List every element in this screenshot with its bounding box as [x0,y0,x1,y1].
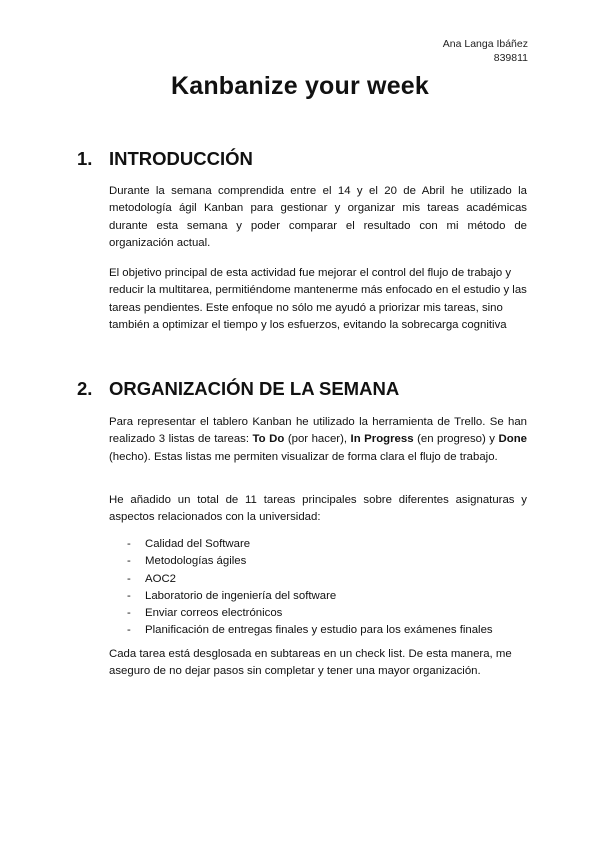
intro-paragraph-1: Durante la semana comprendida entre el 14 y el 20 de Abril he utilizado la metodología ágil Kanban para gestionar y organizar mis tareas académicas durante esta semana y poder comparar el resultado con mi método de organización actual. [109,185,527,249]
paragraph-text: (por hacer), [284,433,351,446]
section-title: ORGANIZACIÓN DE LA SEMANA [109,378,400,399]
organization-paragraph-1 [109,414,527,466]
list-item: - Metodologías ágiles [125,553,493,570]
paragraph-text: (en progreso) y [413,433,499,446]
paragraph-text: Para representar el tablero Kanban he utilizado la herramienta de Trello. Se han realizado 3 listas de tareas: [109,416,527,446]
organization-paragraph-2: He añadido un total de 11 tareas principales sobre diferentes asignaturas y aspectos relacionados con la universidad: [109,494,527,524]
task-list [125,536,493,640]
section-heading-introduccion [77,148,253,170]
section-number: 2. [77,378,93,399]
list-item: - Enviar correos electrónicos [125,605,493,622]
list-name-todo: To Do [252,433,285,446]
list-item: - Laboratorio de ingeniería del software [125,588,493,605]
author-name: Ana Langa Ibáñez [442,38,528,50]
section-title: INTRODUCCIÓN [109,148,253,169]
author-id: 839811 [493,52,528,64]
intro-paragraph-2: El objetivo principal de esta actividad fue mejorar el control del flujo de trabajo y reducir la multitarea, permitiéndome mantenerme más enfocado en el estudio y las tareas pendientes. Este enfoque no sólo me ayudó a priorizar mis tareas, sino también a optimizar el tiempo y los esfuerzos, evitando la sobrecarga cognitiva [109,267,527,331]
section-heading-organizacion [77,378,399,400]
list-name-in-progress: In Progress [350,433,414,446]
organization-paragraph-3: Cada tarea está desglosada en subtareas en un check list. De esta manera, me aseguro de no dejar pasos sin completar y tener una mayor organización. [109,648,512,678]
author-block [443,37,528,65]
list-name-done: Done [498,433,527,446]
list-item: - Calidad del Software [125,536,493,553]
section-number: 1. [77,148,93,169]
list-item: - AOC2 [125,571,493,588]
list-item: - Planificación de entregas finales y estudio para los exámenes finales [125,622,493,639]
document-title: Kanbanize your week [170,72,430,100]
paragraph-text: (hecho). Estas listas me permiten visualizar de forma clara el flujo de trabajo. [109,450,498,463]
